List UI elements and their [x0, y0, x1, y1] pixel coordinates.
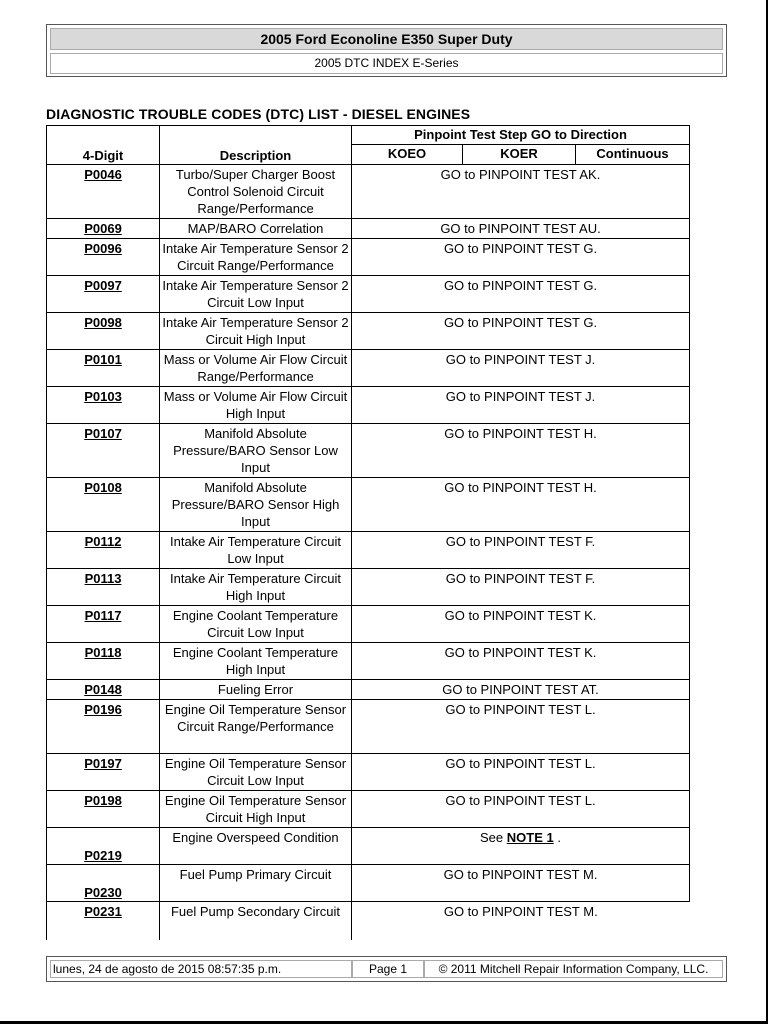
- dtc-description: Engine Coolant Temperature High Input: [160, 643, 352, 680]
- dtc-description: Engine Coolant Temperature Circuit Low Input: [160, 606, 352, 643]
- dtc-description: Turbo/Super Charger Boost Control Solenoid Circuit Range/Performance: [160, 165, 352, 219]
- dtc-code-link[interactable]: P0103: [47, 387, 160, 424]
- dtc-description: Engine Oil Temperature Sensor Circuit Range/Performance: [160, 700, 352, 754]
- dtc-code-link[interactable]: P0198: [47, 791, 160, 828]
- dtc-direction: GO to PINPOINT TEST K.: [352, 606, 690, 643]
- period-text: .: [557, 830, 561, 845]
- dtc-direction: GO to PINPOINT TEST L.: [352, 791, 690, 828]
- dtc-direction: GO to PINPOINT TEST H.: [352, 478, 690, 532]
- dtc-direction: GO to PINPOINT TEST H.: [352, 424, 690, 478]
- footer-page-number: Page 1: [352, 960, 424, 978]
- document-header: [46, 24, 727, 77]
- description-column-header: Description: [160, 126, 352, 165]
- dtc-description: Manifold Absolute Pressure/BARO Sensor High Input: [160, 478, 352, 532]
- dtc-code-link[interactable]: P0112: [47, 532, 160, 569]
- dtc-direction: GO to PINPOINT TEST J.: [352, 350, 690, 387]
- table-row: [47, 313, 690, 350]
- dtc-direction: GO to PINPOINT TEST F.: [352, 569, 690, 606]
- dtc-description: Mass or Volume Air Flow Circuit Range/Performance: [160, 350, 352, 387]
- dtc-direction: GO to PINPOINT TEST L.: [352, 754, 690, 791]
- table-row: [47, 478, 690, 532]
- dtc-description: Engine Oil Temperature Sensor Circuit High Input: [160, 791, 352, 828]
- continuous-column-header: Continuous: [576, 145, 690, 165]
- dtc-direction: [352, 828, 690, 865]
- table-row: [47, 219, 690, 239]
- dtc-description: Fuel Pump Secondary Circuit: [160, 902, 352, 941]
- dtc-description: Intake Air Temperature Circuit Low Input: [160, 532, 352, 569]
- dtc-table: [46, 125, 690, 940]
- dtc-description: Manifold Absolute Pressure/BARO Sensor Low Input: [160, 424, 352, 478]
- dtc-direction: GO to PINPOINT TEST F.: [352, 532, 690, 569]
- table-row: [47, 865, 690, 902]
- table-row: [47, 350, 690, 387]
- table-row: [47, 643, 690, 680]
- dtc-code-link[interactable]: P0118: [47, 643, 160, 680]
- table-row: [47, 680, 690, 700]
- dtc-code-link[interactable]: P0148: [47, 680, 160, 700]
- koer-column-header: KOER: [463, 145, 576, 165]
- dtc-description: Fuel Pump Primary Circuit: [160, 865, 352, 902]
- dtc-direction: GO to PINPOINT TEST G.: [352, 276, 690, 313]
- dtc-code-link[interactable]: P0107: [47, 424, 160, 478]
- table-row: [47, 276, 690, 313]
- dtc-description: Intake Air Temperature Sensor 2 Circuit High Input: [160, 313, 352, 350]
- note-1-link[interactable]: NOTE 1: [506, 830, 554, 845]
- dtc-code-link[interactable]: P0196: [47, 700, 160, 754]
- table-row: [47, 165, 690, 219]
- dtc-direction: GO to PINPOINT TEST AU.: [352, 219, 690, 239]
- footer-copyright: © 2011 Mitchell Repair Information Company, LLC.: [424, 960, 723, 978]
- table-row: [47, 387, 690, 424]
- dtc-code-link[interactable]: P0096: [47, 239, 160, 276]
- see-text: See: [480, 830, 504, 845]
- dtc-code-link[interactable]: P0231: [47, 902, 160, 941]
- table-row: [47, 754, 690, 791]
- dtc-code-link[interactable]: P0117: [47, 606, 160, 643]
- dtc-code-link[interactable]: P0230: [47, 865, 160, 902]
- dtc-direction: GO to PINPOINT TEST M.: [352, 865, 690, 902]
- koeo-column-header: KOEO: [352, 145, 463, 165]
- dtc-code-link[interactable]: P0197: [47, 754, 160, 791]
- dtc-direction: GO to PINPOINT TEST G.: [352, 239, 690, 276]
- table-row: [47, 700, 690, 754]
- index-subtitle: 2005 DTC INDEX E-Series: [50, 53, 723, 74]
- table-row: [47, 569, 690, 606]
- table-row: [47, 239, 690, 276]
- dtc-description: MAP/BARO Correlation: [160, 219, 352, 239]
- dtc-direction: GO to PINPOINT TEST J.: [352, 387, 690, 424]
- dtc-description: Engine Oil Temperature Sensor Circuit Low Input: [160, 754, 352, 791]
- dtc-code-link[interactable]: P0113: [47, 569, 160, 606]
- dtc-code-link[interactable]: P0098: [47, 313, 160, 350]
- dtc-description: Intake Air Temperature Sensor 2 Circuit Range/Performance: [160, 239, 352, 276]
- dtc-direction: GO to PINPOINT TEST G.: [352, 313, 690, 350]
- dtc-description: Intake Air Temperature Circuit High Input: [160, 569, 352, 606]
- document-footer: [46, 956, 727, 982]
- dtc-direction: GO to PINPOINT TEST L.: [352, 700, 690, 754]
- dtc-code-link[interactable]: P0046: [47, 165, 160, 219]
- pinpoint-group-header: Pinpoint Test Step GO to Direction: [352, 126, 690, 145]
- dtc-direction: GO to PINPOINT TEST AK.: [352, 165, 690, 219]
- dtc-description: Engine Overspeed Condition: [160, 828, 352, 865]
- dtc-description: Intake Air Temperature Sensor 2 Circuit Low Input: [160, 276, 352, 313]
- dtc-direction: GO to PINPOINT TEST AT.: [352, 680, 690, 700]
- dtc-code-link[interactable]: P0101: [47, 350, 160, 387]
- vehicle-title: 2005 Ford Econoline E350 Super Duty: [50, 28, 723, 50]
- table-row: [47, 424, 690, 478]
- dtc-direction: GO to PINPOINT TEST M.: [352, 902, 690, 941]
- table-row: [47, 606, 690, 643]
- table-row: [47, 902, 690, 941]
- dtc-direction: GO to PINPOINT TEST K.: [352, 643, 690, 680]
- table-row: [47, 828, 690, 865]
- code-column-header: 4-Digit: [47, 126, 160, 165]
- dtc-code-link[interactable]: P0097: [47, 276, 160, 313]
- table-row: [47, 791, 690, 828]
- dtc-description: Fueling Error: [160, 680, 352, 700]
- dtc-code-link[interactable]: P0108: [47, 478, 160, 532]
- dtc-description: Mass or Volume Air Flow Circuit High Input: [160, 387, 352, 424]
- table-row: [47, 532, 690, 569]
- dtc-code-link[interactable]: P0219: [47, 828, 160, 865]
- footer-date: lunes, 24 de agosto de 2015 08:57:35 p.m.: [50, 960, 352, 978]
- dtc-code-link[interactable]: P0069: [47, 219, 160, 239]
- section-title: DIAGNOSTIC TROUBLE CODES (DTC) LIST - DIESEL ENGINES: [46, 106, 471, 122]
